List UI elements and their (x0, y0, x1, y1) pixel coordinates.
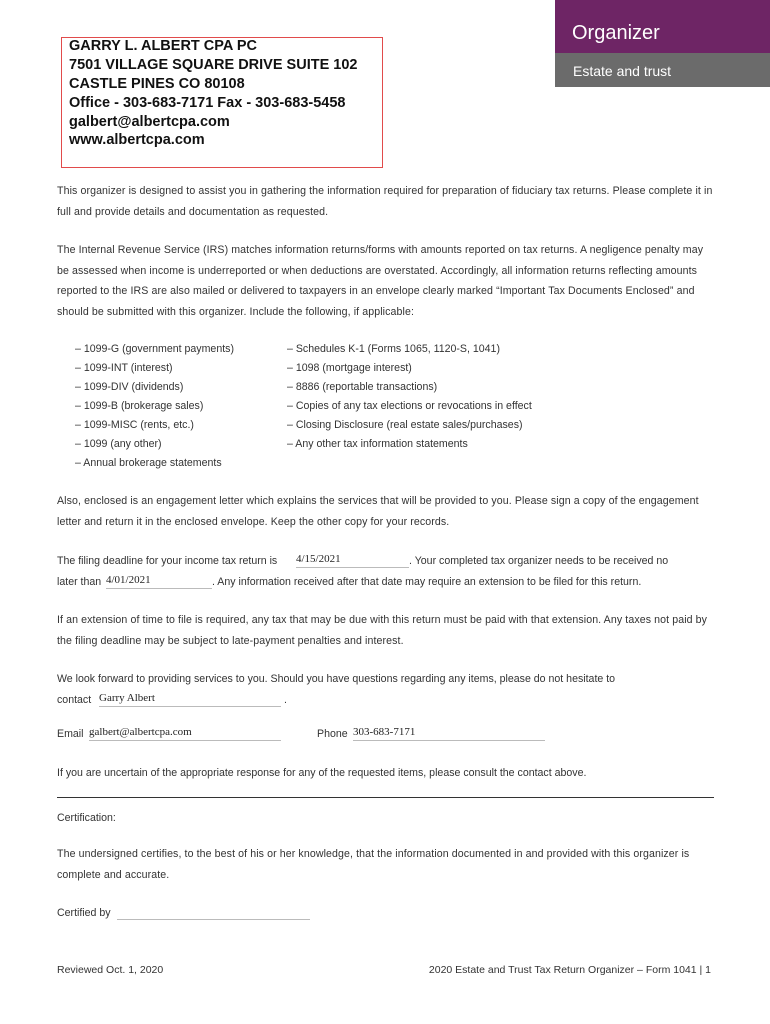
list-item: – Any other tax information statements (287, 438, 468, 450)
contact-name-field[interactable]: Garry Albert (99, 692, 281, 707)
certification-heading: Certification: (57, 812, 116, 824)
phone-label: Phone (317, 728, 348, 740)
list-item: – 1099-B (brokerage sales) (75, 400, 204, 412)
engagement-paragraph: Also, enclosed is an engagement letter which explains the services that will be provided to you. Please sign a copy of the engagement letter and return it in the enclosed envelope. Keep the other copy for your records. (57, 495, 699, 528)
irs-paragraph: The Internal Revenue Service (IRS) matches information returns/forms with amounts reported on tax returns. A negligence penalty may be assessed when income is underreported or when deductions are overstated. Accordingly, all information returns reflecting amounts reported to the IRS are also mailed or delivered to taxpayers in an envelope clearly marked “Important Tax Documents Enclosed” and should be submitted with this organizer. Include the following, if applicable: (57, 244, 704, 318)
list-item: – 1098 (mortgage interest) (287, 362, 412, 374)
certified-by-label: Certified by (57, 907, 111, 919)
uncertain-text: If you are uncertain of the appropriate response for any of the requested items, please consult the contact above. (57, 767, 587, 779)
deadline-text: . Any information received after that date may require an extension to be filed for this return. (212, 576, 642, 588)
list-item: – 1099-MISC (rents, etc.) (75, 419, 194, 431)
firm-city: CASTLE PINES CO 80108 (69, 76, 245, 92)
contact-label: contact (57, 694, 92, 706)
contact-text: We look forward to providing services to you. Should you have questions regarding any items, please do not hesitate to (57, 673, 616, 685)
firm-address: 7501 VILLAGE SQUARE DRIVE SUITE 102 (69, 57, 358, 73)
list-item: – 1099-G (government payments) (75, 343, 234, 355)
list-item: – 1099 (any other) (75, 438, 162, 450)
intro-paragraph: This organizer is designed to assist you in gathering the information required for preparation of fiduciary tax returns. Please complete it in full and provide details and documentation as requested. (57, 185, 713, 218)
footer-page-info: 2020 Estate and Trust Tax Return Organizer – Form 1041 | 1 (428, 964, 711, 976)
list-item: – Closing Disclosure (real estate sales/purchases) (287, 419, 523, 431)
list-item: – Annual brokerage statements (75, 457, 222, 469)
deadline-text: later than (57, 576, 102, 588)
email-field[interactable]: galbert@albertcpa.com (89, 726, 281, 741)
footer-reviewed: Reviewed Oct. 1, 2020 (57, 964, 164, 976)
list-item: – 8886 (reportable transactions) (287, 381, 438, 393)
deadline-text: . Your completed tax organizer needs to be received no (409, 555, 669, 567)
list-item: – Schedules K-1 (Forms 1065, 1120-S, 1041) (287, 343, 500, 355)
organizer-title-banner (555, 0, 770, 53)
contact-period: . (284, 694, 287, 706)
list-item: – Copies of any tax elections or revocations in effect (287, 400, 532, 412)
organizer-subtitle: Estate and trust (573, 63, 672, 79)
firm-name: GARRY L. ALBERT CPA PC (69, 38, 257, 54)
deadline-text: The filing deadline for your income tax return is (57, 555, 278, 567)
received-by-date-field[interactable]: 4/01/2021 (106, 574, 212, 589)
email-label: Email (57, 728, 84, 740)
phone-field[interactable]: 303-683-7171 (353, 726, 545, 741)
list-item: – 1099-INT (interest) (75, 362, 173, 374)
extension-paragraph: If an extension of time to file is required, any tax that may be due with this return must be paid with that extension. Any taxes not paid by the filing deadline may be subject to late-payment penalties and interest. (57, 614, 708, 647)
firm-website: www.albertcpa.com (69, 132, 205, 148)
filing-deadline-field[interactable]: 4/15/2021 (296, 553, 409, 568)
certified-by-field[interactable] (117, 905, 310, 920)
section-divider (57, 797, 714, 798)
organizer-title: Organizer (572, 22, 660, 44)
list-item: – 1099-DIV (dividends) (75, 381, 184, 393)
organizer-subtitle-banner (555, 53, 770, 87)
certification-text: The undersigned certifies, to the best of his or her knowledge, that the information documented in and provided with this organizer is complete and accurate. (57, 848, 690, 881)
firm-email: galbert@albertcpa.com (69, 114, 230, 130)
firm-phone: Office - 303-683-7171 Fax - 303-683-5458 (69, 95, 346, 111)
